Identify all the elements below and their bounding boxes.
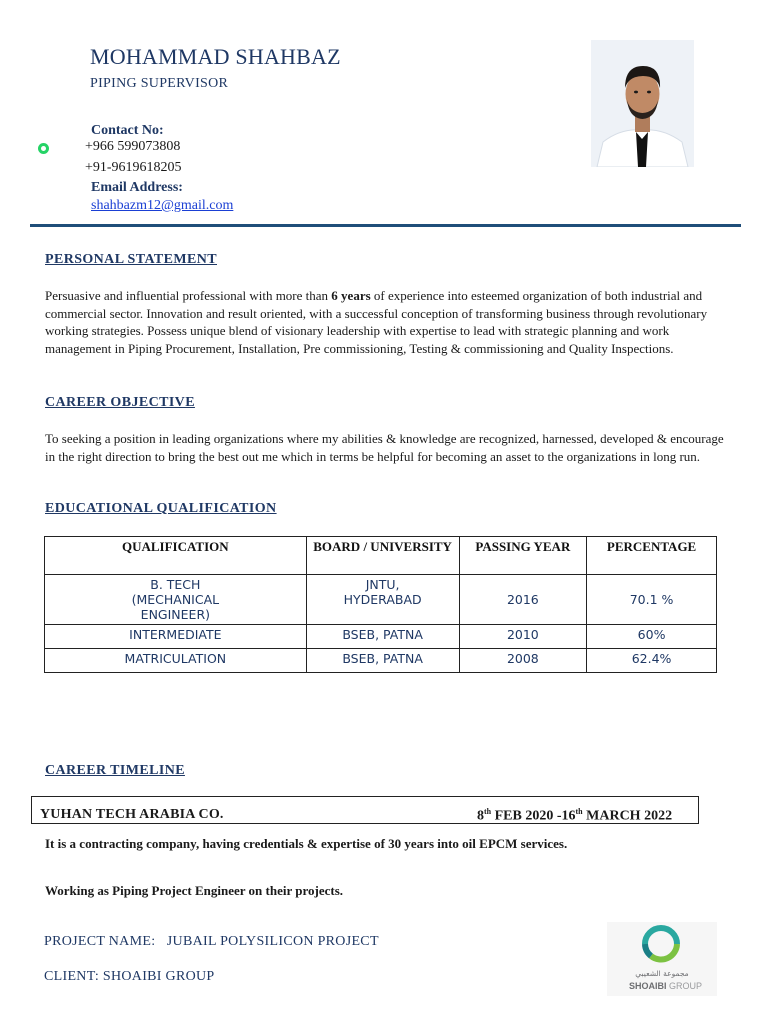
- table-cell: BSEB, PATNA: [306, 649, 459, 673]
- column-header: QUALIFICATION: [45, 537, 307, 575]
- personal-statement-heading: PERSONAL STATEMENT: [45, 252, 217, 267]
- career-objective-heading: CAREER OBJECTIVE: [45, 395, 195, 410]
- table-cell: B. TECH (MECHANICAL ENGINEER): [45, 575, 307, 625]
- company-description: It is a contracting company, having credentials & expertise of 30 years into oil EPCM services.: [45, 836, 568, 851]
- client-label: CLIENT:: [44, 969, 100, 984]
- education-table: [44, 536, 717, 673]
- svg-text:SHOAIBI: SHOAIBI: [629, 981, 667, 991]
- whatsapp-icon: [38, 143, 49, 154]
- client-line: [44, 969, 215, 985]
- email-label: Email Address:: [91, 180, 183, 195]
- table-cell: 2016: [459, 575, 587, 625]
- project-line: [44, 934, 379, 950]
- project-name: JUBAIL POLYSILICON PROJECT: [166, 934, 379, 949]
- client-name: SHOAIBI GROUP: [102, 969, 215, 984]
- table-header-row: [45, 537, 717, 575]
- table-cell: 62.4%: [587, 649, 717, 673]
- column-header: PERCENTAGE: [587, 537, 717, 575]
- phone-secondary: +91-9619618205: [85, 160, 182, 175]
- table-cell: 60%: [587, 625, 717, 649]
- column-header: PASSING YEAR: [459, 537, 587, 575]
- personal-statement-text: Persuasive and influential professional with more than 6 years of experience into esteemed organization of both industrial and commercial sector. Innovation and result oriented, with a successful conception of transforming business through revolutionary working strategies. Possess unique blend of visionary leadership with expertise to lead with strategic planning and work management in Piping Procurement, Installation, Pre commissioning, Testing & commissioning and Quality Inspections.: [45, 288, 708, 356]
- table-cell: 2008: [459, 649, 587, 673]
- table-cell: JNTU, HYDERABAD: [306, 575, 459, 625]
- table-row: [45, 625, 717, 649]
- employment-dates: 8th FEB 2020 -16th MARCH 2022: [477, 807, 673, 824]
- table-row: [45, 575, 717, 625]
- table-cell: 2010: [459, 625, 587, 649]
- header-divider: [30, 224, 741, 227]
- job-title: PIPING SUPERVISOR: [90, 76, 229, 91]
- career-timeline-heading: CAREER TIMELINE: [45, 763, 185, 778]
- table-cell: 70.1 %: [587, 575, 717, 625]
- company-header-box: [31, 796, 699, 824]
- profile-photo: [591, 40, 694, 167]
- email-link[interactable]: shahbazm12@gmail.com: [91, 198, 234, 213]
- table-cell: MATRICULATION: [45, 649, 307, 673]
- svg-text:GROUP: GROUP: [669, 981, 703, 991]
- candidate-name: MOHAMMAD SHAHBAZ: [90, 44, 341, 69]
- shoaibi-group-logo: [607, 922, 717, 996]
- role-description: Working as Piping Project Engineer on their projects.: [45, 883, 344, 898]
- company-name: YUHAN TECH ARABIA CO.: [40, 807, 224, 822]
- career-objective-text: To seeking a position in leading organizations where my abilities & knowledge are recognized, harnessed, developed & encourage in the right direction to bring the best out me which in terms be helpful for becoming an asset to the organizations in long run.: [45, 431, 724, 464]
- experience-years: 6 years: [331, 288, 371, 303]
- table-cell: BSEB, PATNA: [306, 625, 459, 649]
- project-label: PROJECT NAME:: [44, 934, 156, 949]
- svg-text:مجموعة الشعيبي: مجموعة الشعيبي: [635, 969, 689, 978]
- table-cell: INTERMEDIATE: [45, 625, 307, 649]
- education-heading: EDUCATIONAL QUALIFICATION: [45, 501, 277, 516]
- contact-label: Contact No:: [91, 123, 164, 138]
- column-header: BOARD / UNIVERSITY: [306, 537, 459, 575]
- table-row: [45, 649, 717, 673]
- phone-whatsapp: +966 599073808: [85, 139, 181, 154]
